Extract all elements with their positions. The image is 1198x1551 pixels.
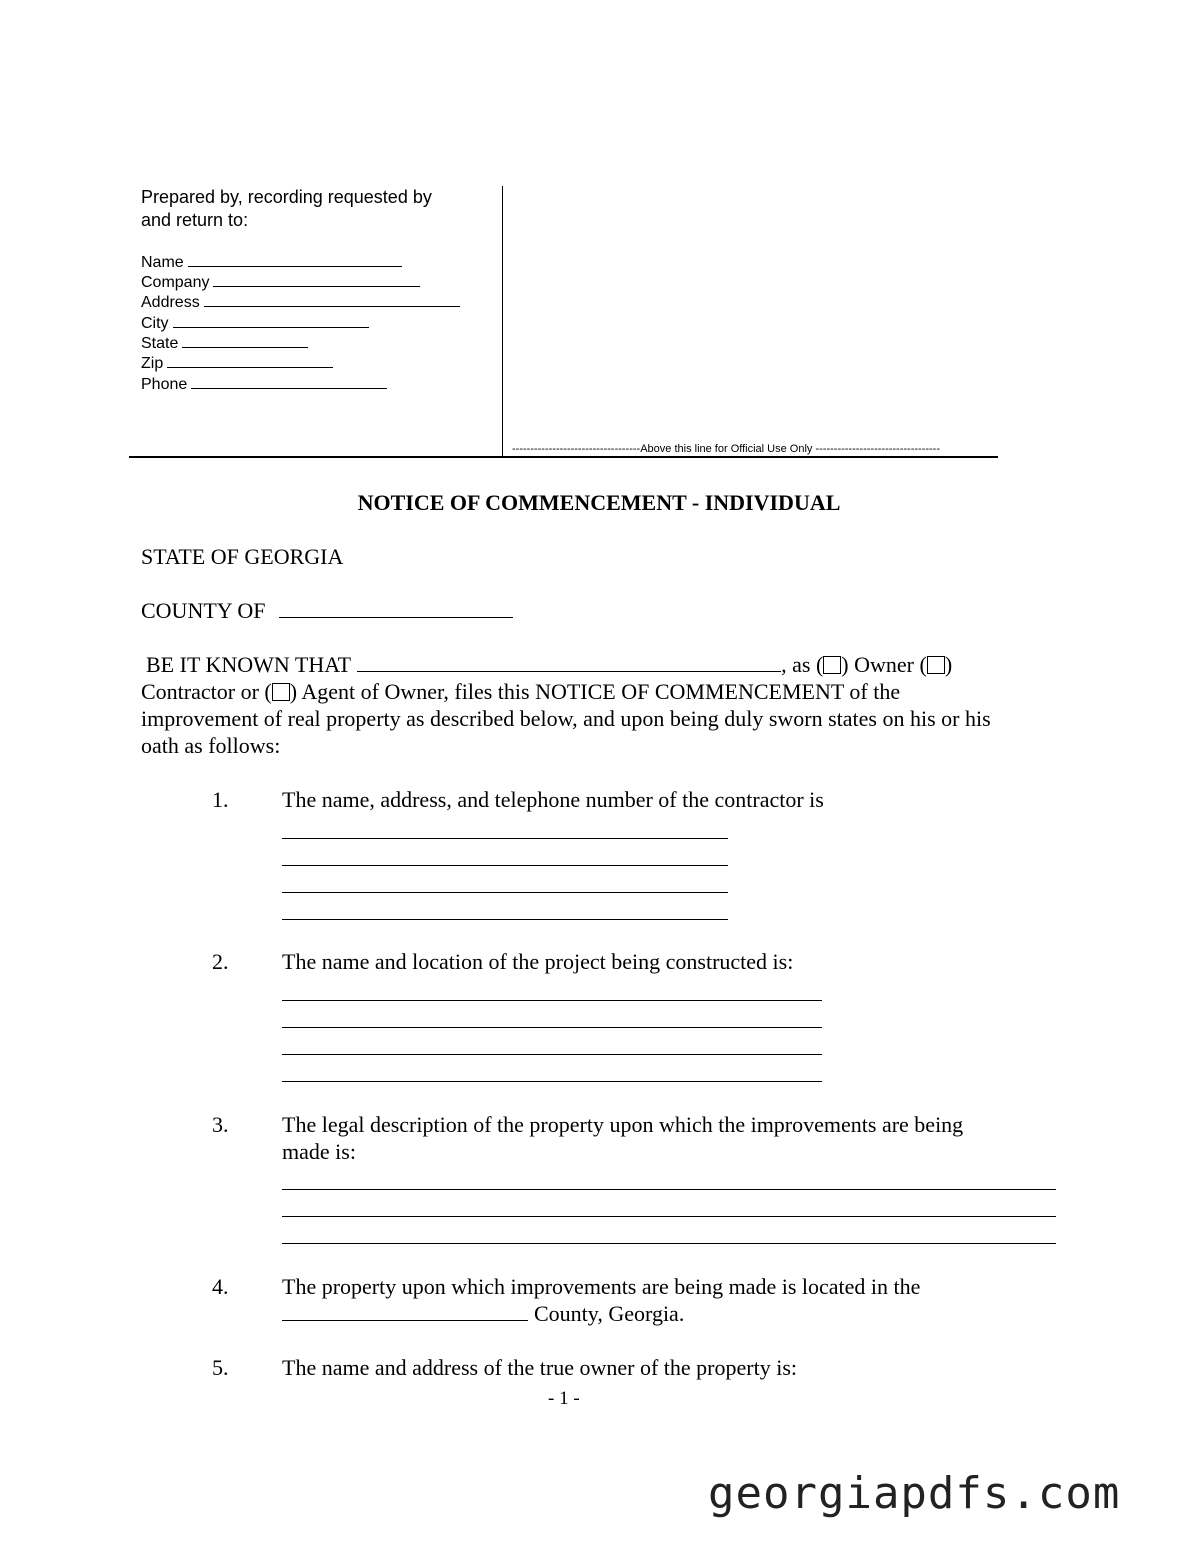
return-to-label: and return to:	[141, 210, 249, 230]
agent-checkbox[interactable]	[272, 683, 290, 701]
city-field-input[interactable]	[173, 313, 369, 328]
agent-label: ) Agent of Owner, files this NOTICE OF COMMENCEMENT of the	[289, 679, 901, 704]
close-paren: )	[944, 652, 953, 677]
header-divider-horizontal	[129, 456, 998, 458]
phone-field-input[interactable]	[191, 374, 387, 389]
item-4-county-label: County, Georgia.	[534, 1301, 685, 1326]
item-5-number: 5.	[212, 1355, 229, 1380]
item-3-text-2: made is:	[282, 1139, 356, 1164]
item-4-county-row	[282, 1300, 684, 1327]
item-2-number: 2.	[212, 949, 229, 974]
item-2-text: The name and location of the project being constructed is:	[282, 949, 794, 974]
owner-checkbox[interactable]	[823, 656, 841, 674]
be-it-known-line	[146, 651, 952, 678]
header-divider-vertical	[502, 186, 503, 456]
paragraph-line-3: improvement of real property as described below, and upon being duly sworn states on his or his	[141, 706, 991, 731]
county-input[interactable]	[279, 599, 513, 618]
declarant-name-input[interactable]	[357, 653, 781, 672]
owner-label: ) Owner (	[841, 652, 927, 677]
paragraph-line-4: oath as follows:	[141, 733, 281, 758]
document-title: NOTICE OF COMMENCEMENT - INDIVIDUAL	[357, 490, 841, 515]
page-number: - 1 -	[548, 1388, 580, 1409]
item-2-line-4[interactable]	[282, 1081, 822, 1082]
item-4-number: 4.	[212, 1274, 229, 1299]
phone-field-row	[141, 374, 387, 395]
item-3-text: The legal description of the property upon which the improvements are being	[282, 1112, 964, 1137]
item-1-number: 1.	[212, 787, 229, 812]
name-field-row	[141, 252, 402, 273]
item-1-text: The name, address, and telephone number of the contractor is	[282, 787, 824, 812]
be-it-known-label: BE IT KNOWN THAT	[146, 652, 352, 677]
zip-field-input[interactable]	[167, 353, 333, 368]
address-field-row	[141, 292, 460, 313]
county-label: COUNTY OF	[141, 598, 266, 623]
item-3-number: 3.	[212, 1112, 229, 1137]
company-field-label: Company	[141, 274, 210, 291]
item-2-line-1[interactable]	[282, 1000, 822, 1001]
item-4-text: The property upon which improvements are being made is located in the	[282, 1274, 921, 1299]
county-row	[141, 597, 513, 624]
state-field-input[interactable]	[182, 333, 308, 348]
contractor-line	[141, 678, 900, 705]
contractor-label: Contractor or (	[141, 679, 272, 704]
item-4-county-input[interactable]	[282, 1302, 528, 1321]
item-3-line-1[interactable]	[282, 1189, 1056, 1190]
state-field-label: State	[141, 335, 179, 352]
prepared-by-label: Prepared by, recording requested by	[141, 187, 432, 207]
company-field-row	[141, 272, 420, 293]
phone-field-label: Phone	[141, 376, 188, 393]
item-3-line-3[interactable]	[282, 1243, 1056, 1244]
name-field-label: Name	[141, 254, 184, 271]
item-2-line-2[interactable]	[282, 1027, 822, 1028]
item-5-text: The name and address of the true owner of the property is:	[282, 1355, 797, 1380]
city-field-label: City	[141, 315, 169, 332]
state-field-row	[141, 333, 308, 354]
official-use-notice: -----------------------------------Above this line for Official Use Only ----------------------------------	[512, 443, 941, 455]
zip-field-label: Zip	[141, 355, 164, 372]
address-field-label: Address	[141, 294, 200, 311]
state-label: STATE OF GEORGIA	[141, 544, 344, 569]
item-2-line-3[interactable]	[282, 1054, 822, 1055]
company-field-input[interactable]	[213, 272, 420, 287]
contractor-checkbox[interactable]	[927, 656, 945, 674]
city-field-row	[141, 313, 369, 334]
zip-field-row	[141, 353, 333, 374]
address-field-input[interactable]	[204, 292, 460, 307]
item-1-line-1[interactable]	[282, 838, 728, 839]
item-3-line-2[interactable]	[282, 1216, 1056, 1217]
item-1-line-3[interactable]	[282, 892, 728, 893]
watermark-text: georgiapdfs.com	[708, 1468, 1121, 1519]
name-field-input[interactable]	[188, 252, 402, 267]
item-1-line-4[interactable]	[282, 919, 728, 920]
as-label: , as (	[781, 652, 824, 677]
item-1-line-2[interactable]	[282, 865, 728, 866]
